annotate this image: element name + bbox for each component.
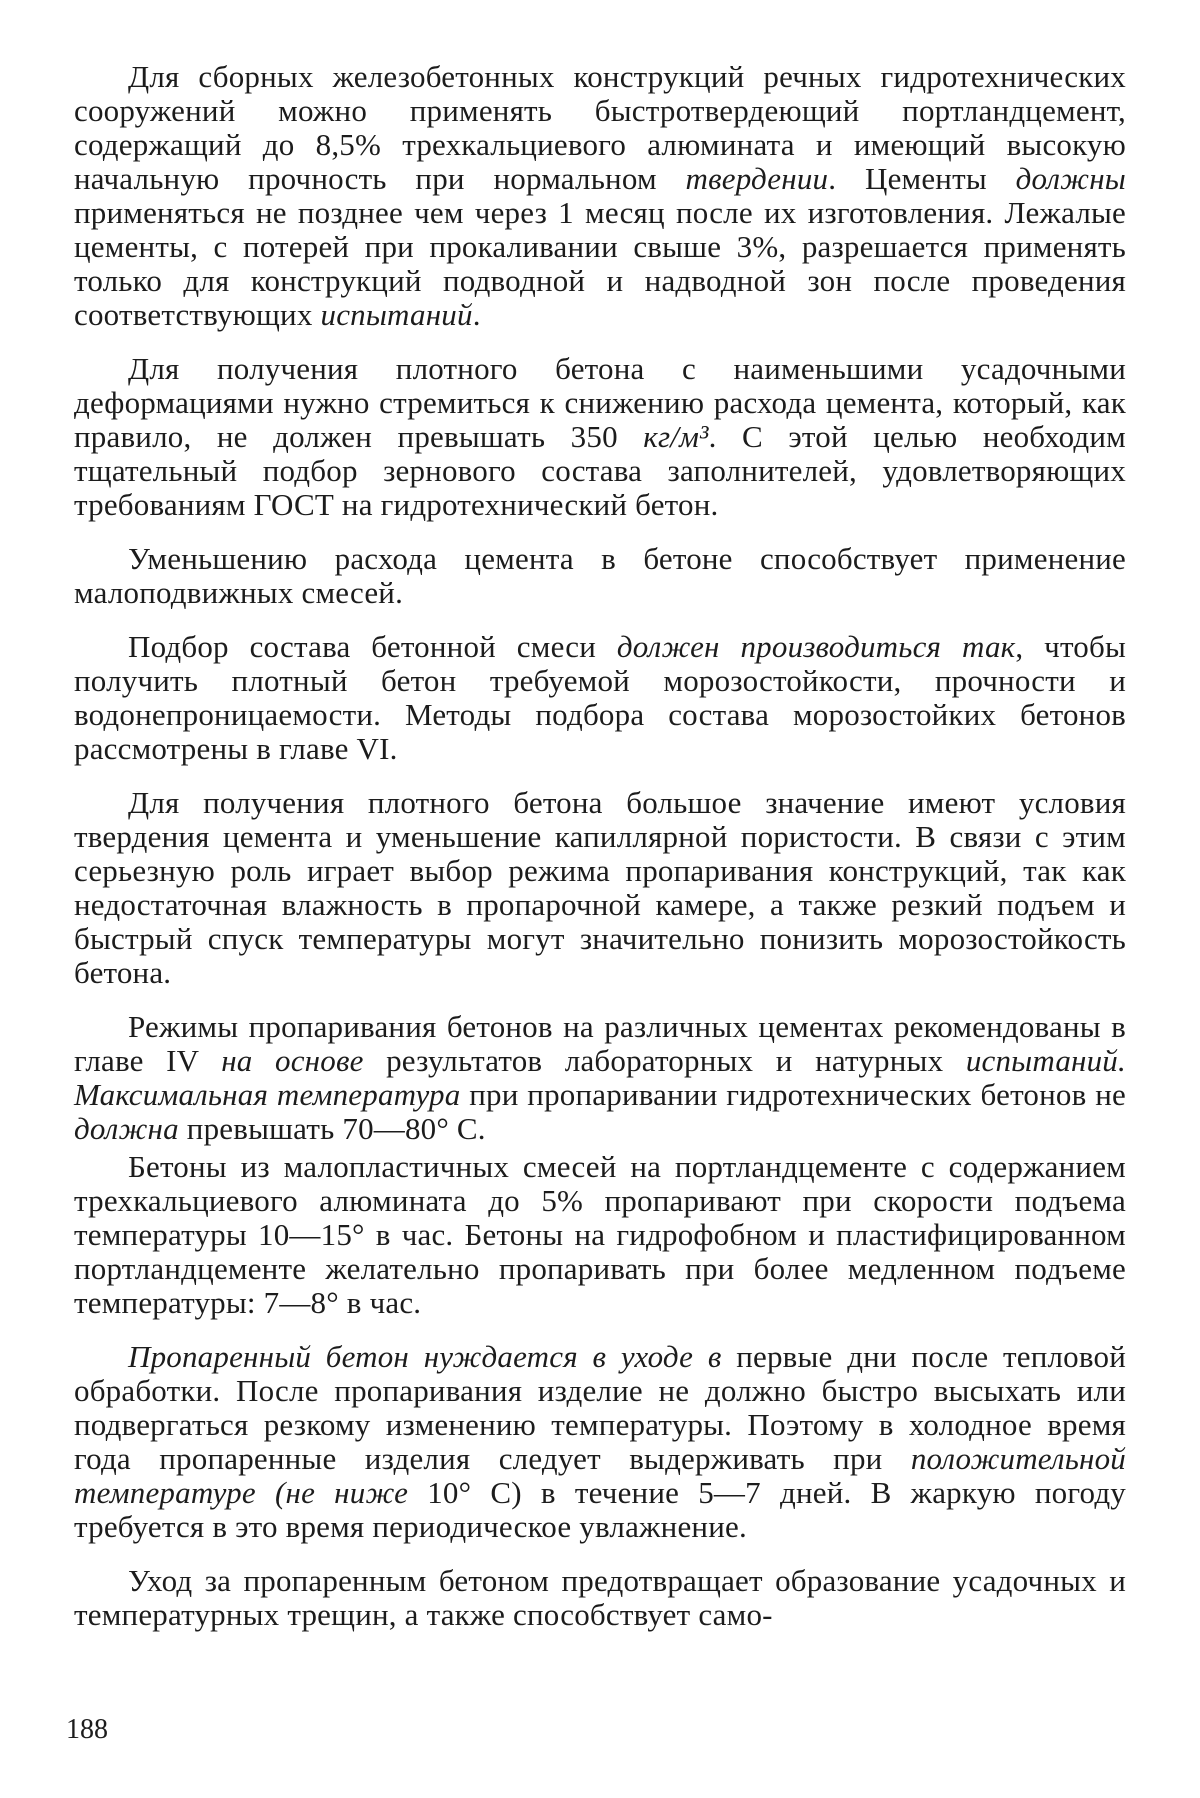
- page-body: [74, 60, 1126, 1652]
- italic-text: положительной температуре (не ниже: [74, 1441, 1126, 1510]
- paragraph-text: Уменьшению расхода цемента в бетоне способствует применение малоподвижных смесей.: [74, 541, 1126, 610]
- paragraph-text: Для сборных железобетонных конструкций речных гидротехнических сооружений можно применять быстротвердеющий портландцемент, содержащий до 8,5% трехкальциевого алюмината и имеющий высокую начальную прочность при нормальном: [74, 59, 1126, 196]
- italic-text: должна: [74, 1111, 179, 1146]
- paragraph-text: первые дни после тепловой обработки. После пропаривания изделие не должно быстро высыхать или подвергаться резкому изменению температуры. Поэтому в холодное время года пропаренные изделия следует выдерживать при: [74, 1339, 1126, 1476]
- paragraph: [74, 1564, 1126, 1632]
- paragraph-text: Режимы пропаривания бетонов на различных цементах рекомендованы в главе IV: [74, 1009, 1126, 1078]
- paragraph-text: .: [472, 297, 481, 332]
- paragraph: [74, 352, 1126, 522]
- paragraph-text: результатов лабораторных и натурных: [363, 1043, 966, 1078]
- paragraph: [74, 1010, 1126, 1146]
- paragraph-text: при пропаривании гидротехнических бетонов не: [460, 1077, 1126, 1112]
- italic-text: должен производиться так: [616, 629, 1016, 664]
- italic-text: должны: [1015, 161, 1126, 196]
- italic-text: кг/м³: [643, 419, 709, 454]
- paragraph: [74, 60, 1126, 332]
- paragraph-text: Уход за пропаренным бетоном предотвращает образование усадочных и температурных трещин, а также способствует само-: [74, 1563, 1126, 1632]
- italic-text: твердении: [685, 161, 829, 196]
- paragraph: [74, 630, 1126, 766]
- italic-text: на основе: [221, 1043, 364, 1078]
- paragraph: [74, 786, 1126, 990]
- paragraph-text: применяться не позднее чем через 1 месяц после их изготовления. Лежалые цементы, с потерей при прокаливании свыше 3%, разрешается применять только для конструкций подводной и надводной зон после проведения соответствующих: [74, 195, 1126, 332]
- paragraph-text: Для получения плотного бетона с наименьшими усадочными деформациями нужно стремиться к снижению расхода цемента, который, как правило, не должен превышать 350: [74, 351, 1126, 454]
- page-number: 188: [66, 1714, 108, 1745]
- italic-text: Пропаренный бетон нуждается в уходе в: [128, 1339, 722, 1374]
- paragraph-text: , чтобы получить плотный бетон требуемой морозостойкости, прочности и водонепроницаемости. Методы подбора состава морозостойких бетонов рассмотрены в главе VI.: [74, 629, 1127, 766]
- paragraph: [74, 542, 1126, 610]
- paragraph-text: Подбор состава бетонной смеси: [128, 629, 617, 664]
- paragraph: [74, 1340, 1126, 1544]
- paragraph-text: . С этой целью необходим тщательный подбор зернового состава заполнителей, удовлетворяющих требованиям ГОСТ на гидротехнический бетон.: [74, 419, 1127, 522]
- paragraph-text: Бетоны из малопластичных смесей на портландцементе с содержанием трехкальциевого алюмината до 5% пропаривают при скорости подъема температуры 10—15° в час. Бетоны на гидрофобном и пластифицированном портландцементе желательно пропаривать при более медленном подъеме температуры: 7—8° в час.: [74, 1149, 1126, 1320]
- italic-text: испытаний. Максимальная температура: [74, 1043, 1126, 1112]
- paragraph-text: превышать 70—80° С.: [178, 1111, 486, 1146]
- paragraph-text: . Цементы: [828, 161, 1016, 196]
- paragraph: [74, 1150, 1126, 1320]
- italic-text: испытаний: [320, 297, 473, 332]
- paragraph-text: 10° С) в течение 5—7 дней. В жаркую погоду требуется в это время периодическое увлажнение.: [74, 1475, 1127, 1544]
- paragraph-text: Для получения плотного бетона большое значение имеют условия твердения цемента и уменьшение капиллярной пористости. В связи с этим серьезную роль играет выбор режима пропаривания конструкций, так как недостаточная влажность в пропарочной камере, а также резкий подъем и быстрый спуск температуры могут значительно понизить морозостойкость бетона.: [74, 785, 1126, 990]
